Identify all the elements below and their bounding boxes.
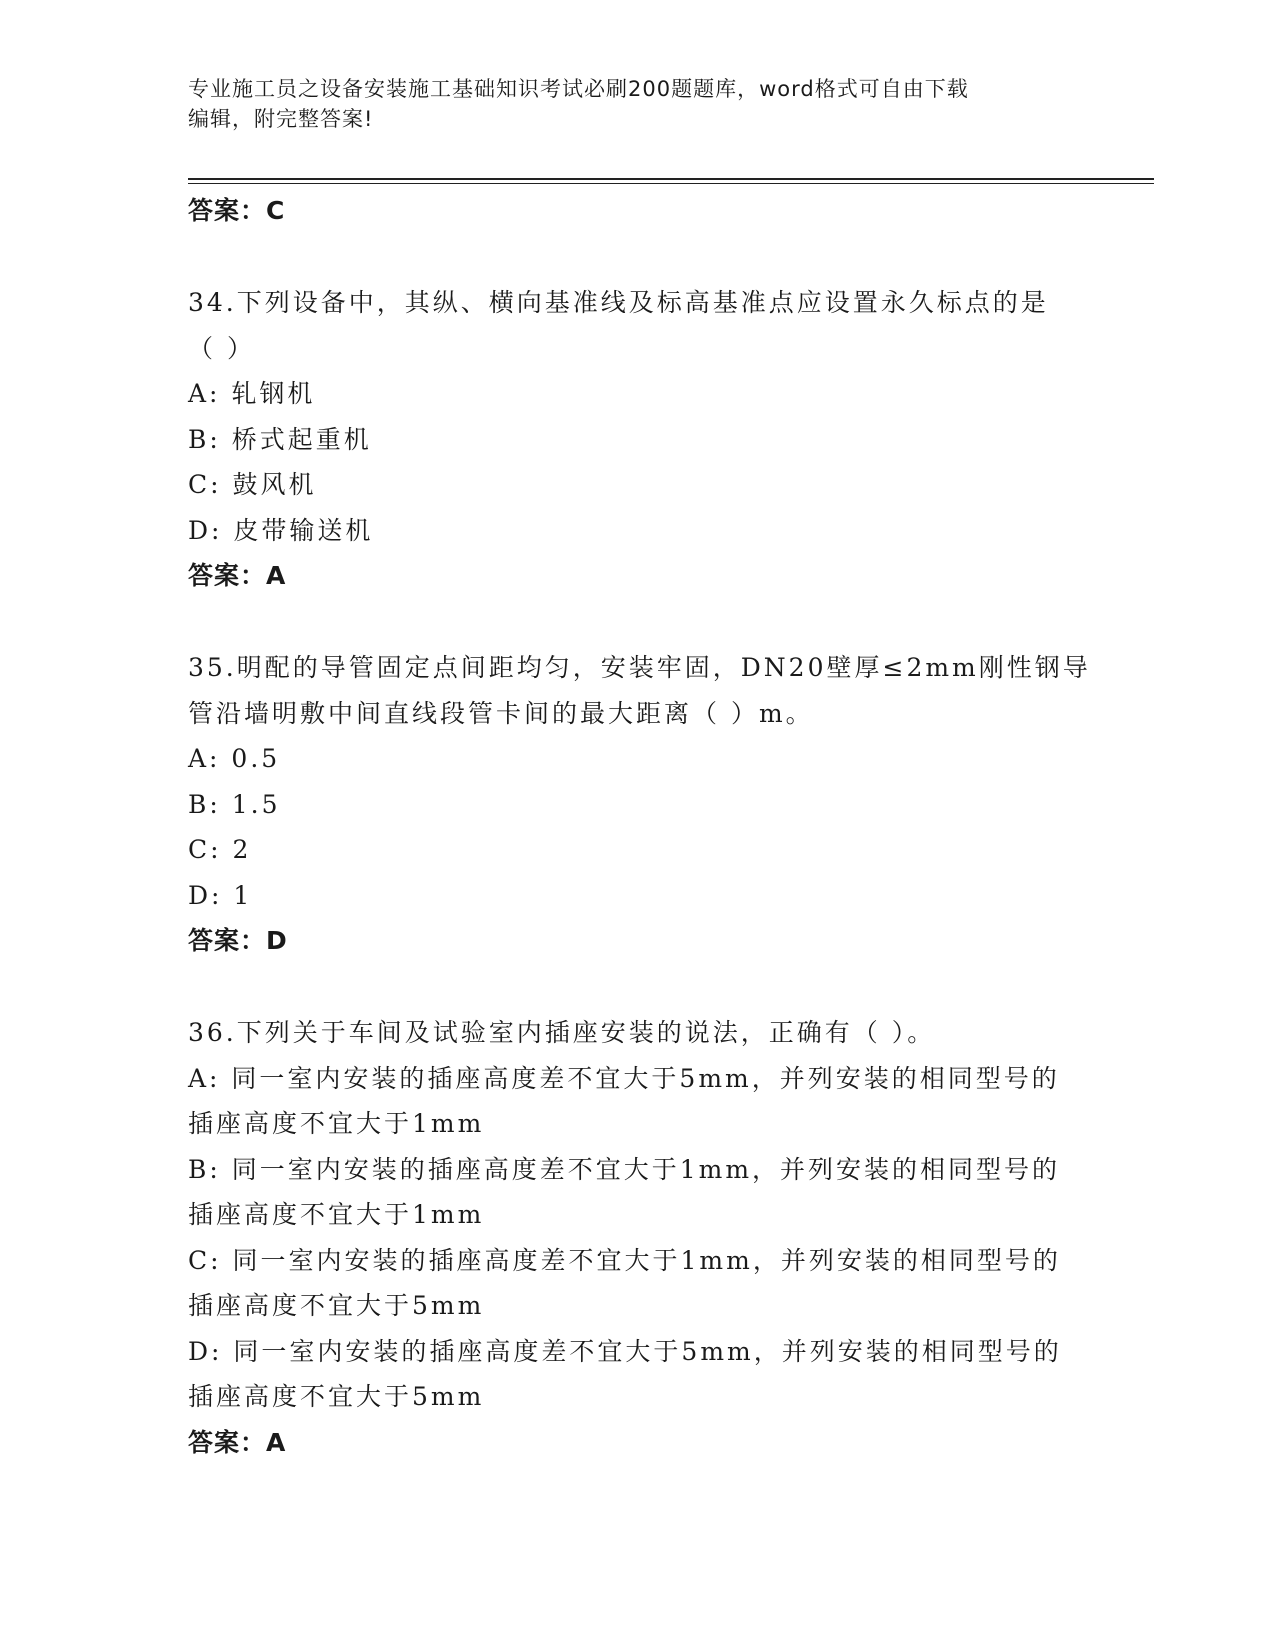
question-34-stem-line-1: 34.下列设备中，其纵、横向基准线及标高基准点应设置永久标点的是 xyxy=(188,288,1049,317)
answer-q35: 答案：D xyxy=(188,926,288,955)
question-34 xyxy=(188,280,1088,598)
answer-q36: 答案：A xyxy=(188,1427,287,1457)
option-36-c-line-1: C: 同一室内安装的插座高度差不宜大于1mm，并列安装的相同型号的 xyxy=(188,1245,1061,1275)
option-36-a-line-1: A: 同一室内安装的插座高度差不宜大于5mm，并列安装的相同型号的 xyxy=(188,1063,1060,1093)
option-35-a: A: 0.5 xyxy=(188,744,281,773)
header-title-line-2: 编辑，附完整答案! xyxy=(188,107,374,131)
header-title-line-1: 专业施工员之设备安装施工基础知识考试必刷200题题库，word格式可自由下载 xyxy=(188,77,969,101)
question-36 xyxy=(188,1010,1088,1465)
option-35-d: D: 1 xyxy=(188,880,253,910)
option-36-b-line-2: 插座高度不宜大于1mm xyxy=(188,1200,485,1229)
question-36-stem-line-1: 36.下列关于车间及试验室内插座安装的说法，正确有（ ）。 xyxy=(188,1018,936,1047)
option-35-b: B: 1.5 xyxy=(188,789,281,819)
document-header xyxy=(188,74,1068,134)
option-36-d-line-1: D: 同一室内安装的插座高度差不宜大于5mm，并列安装的相同型号的 xyxy=(188,1336,1062,1366)
question-35-stem-line-2: 管沿墙明敷中间直线段管卡间的最大距离（ ）m。 xyxy=(188,698,814,728)
answer-q34: 答案：A xyxy=(188,561,287,590)
spacer xyxy=(188,598,1088,645)
question-list xyxy=(188,188,1091,1465)
question-35-stem-line-1: 35.明配的导管固定点间距均匀，安装牢固，DN20壁厚≤2mm刚性钢导 xyxy=(188,653,1091,682)
option-36-a-line-2: 插座高度不宜大于1mm xyxy=(188,1109,485,1138)
spacer xyxy=(188,233,1088,280)
option-35-c: C: 2 xyxy=(188,835,252,864)
option-34-a: A: 轧钢机 xyxy=(188,379,316,408)
option-34-d: D: 皮带输送机 xyxy=(188,515,374,545)
option-34-c: C: 鼓风机 xyxy=(188,470,317,499)
question-34-stem-line-2: （ ） xyxy=(188,333,255,363)
header-divider-thin xyxy=(188,183,1154,184)
option-36-c-line-2: 插座高度不宜大于5mm xyxy=(188,1291,485,1320)
option-36-b-line-1: B: 同一室内安装的插座高度差不宜大于1mm，并列安装的相同型号的 xyxy=(188,1154,1061,1184)
spacer xyxy=(188,963,1088,1010)
answer-q33: 答案：C xyxy=(188,196,286,225)
option-34-b: B: 桥式起重机 xyxy=(188,424,372,454)
option-36-d-line-2: 插座高度不宜大于5mm xyxy=(188,1382,485,1411)
question-35 xyxy=(188,645,1091,963)
header-divider-thick xyxy=(188,178,1154,180)
